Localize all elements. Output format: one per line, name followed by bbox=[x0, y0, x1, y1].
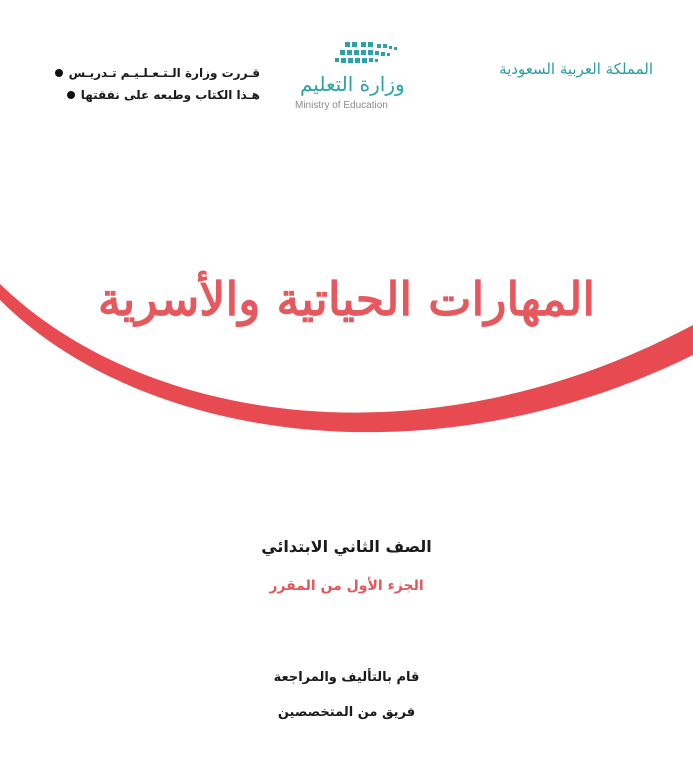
bullet-icon bbox=[55, 69, 63, 77]
ministry-logo-dots-icon bbox=[285, 38, 435, 72]
credits-line: فريق من المتخصصين bbox=[277, 705, 416, 720]
volume-part: الجزء الأول من المقرر bbox=[269, 578, 424, 594]
approval-line bbox=[60, 84, 260, 106]
ministry-name-arabic: وزارة التعليم bbox=[300, 72, 405, 96]
ministry-logo bbox=[285, 38, 435, 122]
approval-statement bbox=[60, 62, 260, 106]
approval-line-text: قـررت وزارة الـتـعـلـيـم تـدريـس bbox=[68, 66, 260, 80]
credits-line: قام بالتأليف والمراجعة bbox=[273, 670, 420, 685]
grade-level: الصف الثاني الابتدائي bbox=[261, 537, 432, 556]
approval-line-text: هـذا الكتاب وطبعه على نفقتها bbox=[80, 88, 260, 102]
ministry-name-english: Ministry of Education bbox=[295, 100, 388, 111]
country-name: المملكة العربية السعودية bbox=[499, 60, 653, 78]
book-title: المهارات الحياتية والأسرية bbox=[97, 272, 596, 326]
bullet-icon bbox=[67, 91, 75, 99]
approval-line bbox=[60, 62, 260, 84]
